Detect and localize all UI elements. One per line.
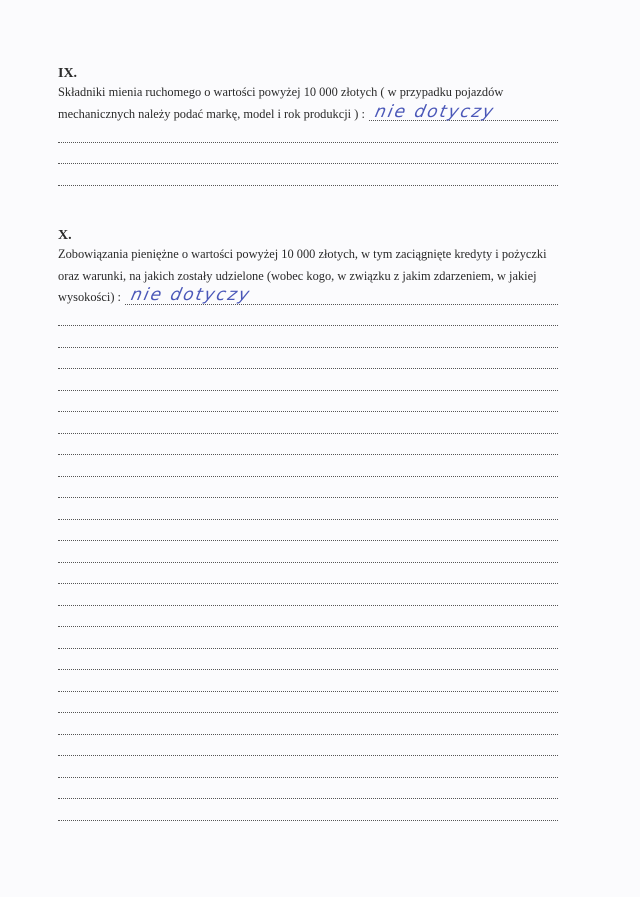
- blank-answer-line[interactable]: [58, 125, 558, 147]
- blank-answer-line[interactable]: [58, 717, 558, 739]
- blank-answer-line[interactable]: [58, 373, 558, 395]
- dotted-line: [58, 712, 558, 713]
- dotted-line: [58, 390, 558, 391]
- dotted-line: [58, 433, 558, 434]
- section-ix-answer-row: [58, 101, 558, 126]
- dotted-line: [58, 185, 558, 186]
- dotted-line: [58, 411, 558, 412]
- blank-answer-line[interactable]: [58, 760, 558, 782]
- section-ix-text-line1: Składniki mienia ruchomego o wartości powyżej 10 000 złotych ( w przypadku pojazdów: [58, 85, 504, 99]
- dotted-line: [58, 540, 558, 541]
- blank-answer-line[interactable]: [58, 696, 558, 718]
- blank-answer-line[interactable]: [58, 395, 558, 417]
- dotted-line: [58, 347, 558, 348]
- section-ix-handwritten-answer: nie dotyczy: [372, 101, 497, 122]
- blank-answer-line[interactable]: [58, 524, 558, 546]
- section-x: [58, 228, 558, 825]
- blank-answer-line[interactable]: [58, 416, 558, 438]
- section-x-handwritten-answer: nie dotyczy: [129, 285, 253, 305]
- blank-answer-line[interactable]: [58, 631, 558, 653]
- blank-answer-line[interactable]: [58, 330, 558, 352]
- blank-answer-line[interactable]: [58, 674, 558, 696]
- section-ix-text-line2: mechanicznych należy podać markę, model i rok produkcji ) :: [58, 106, 365, 121]
- section-x-heading: X.: [58, 228, 72, 243]
- dotted-line: [58, 368, 558, 369]
- blank-answer-line[interactable]: [58, 168, 558, 190]
- dotted-line: [58, 583, 558, 584]
- blank-answer-line[interactable]: [58, 567, 558, 589]
- section-x-answer-row: [58, 287, 558, 309]
- dotted-line: [58, 626, 558, 627]
- blank-answer-line[interactable]: [58, 803, 558, 825]
- dotted-line: [58, 142, 558, 143]
- blank-answer-line[interactable]: [58, 502, 558, 524]
- dotted-line: [58, 497, 558, 498]
- blank-answer-line[interactable]: [58, 309, 558, 331]
- dotted-line: [58, 454, 558, 455]
- section-x-text-line1: Zobowiązania pieniężne o wartości powyżej 10 000 złotych, w tym zaciągnięte kredyty i pożyczki: [58, 247, 547, 261]
- blank-answer-line[interactable]: [58, 782, 558, 804]
- section-x-text-line2: oraz warunki, na jakich zostały udzielone (wobec kogo, w związku z jakim zdarzeniem, w jakiej: [58, 268, 537, 283]
- dotted-line: [58, 777, 558, 778]
- blank-answer-line[interactable]: [58, 459, 558, 481]
- dotted-line: [58, 820, 558, 821]
- dotted-line: [58, 691, 558, 692]
- dotted-line: [58, 798, 558, 799]
- blank-answer-line[interactable]: [58, 352, 558, 374]
- dotted-line: [58, 669, 558, 670]
- section-x-text-line3: wysokości) :: [58, 290, 121, 304]
- blank-answer-line[interactable]: [58, 739, 558, 761]
- blank-answer-line[interactable]: [58, 610, 558, 632]
- section-x-blank-lines: [58, 309, 558, 825]
- dotted-line: [58, 325, 558, 326]
- dotted-line: [58, 605, 558, 606]
- dotted-line: [58, 734, 558, 735]
- dotted-line: [58, 648, 558, 649]
- blank-answer-line[interactable]: [58, 653, 558, 675]
- blank-answer-line[interactable]: [58, 545, 558, 567]
- section-x-answer-field[interactable]: [125, 287, 558, 309]
- blank-answer-line[interactable]: [58, 438, 558, 460]
- dotted-line: [58, 519, 558, 520]
- section-ix-answer-field[interactable]: [369, 101, 558, 126]
- blank-answer-line[interactable]: [58, 588, 558, 610]
- dotted-line: [58, 476, 558, 477]
- dotted-line: [58, 755, 558, 756]
- blank-answer-line[interactable]: [58, 481, 558, 503]
- section-ix-heading: IX.: [58, 66, 78, 81]
- blank-answer-line[interactable]: [58, 147, 558, 169]
- dotted-line: [58, 562, 558, 563]
- section-ix: [58, 66, 558, 190]
- dotted-line: [58, 163, 558, 164]
- section-ix-blank-lines: [58, 125, 558, 190]
